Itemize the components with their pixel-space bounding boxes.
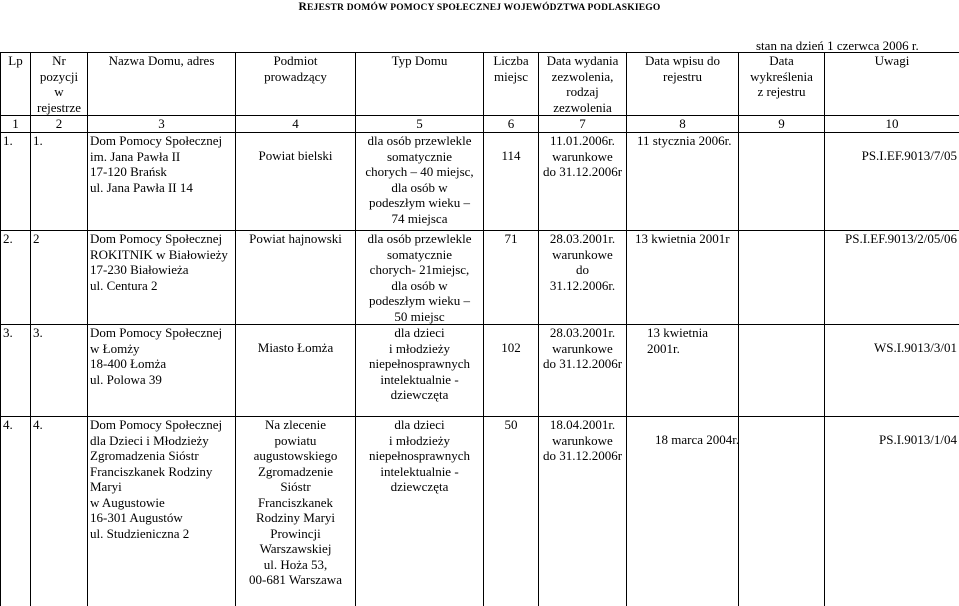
text-line: dla osób przewlekle	[358, 231, 481, 247]
text-line: rejestrze	[33, 100, 85, 116]
text-line: 17-230 Białowieża	[90, 262, 233, 278]
col-number: 9	[739, 116, 825, 133]
text-line: niepełnosprawnych	[358, 356, 481, 372]
text-line: 2001r.	[647, 341, 736, 357]
text-line: intelektualnie -	[358, 372, 481, 388]
text-line: ROKITNIK w Białowieży	[90, 247, 233, 263]
cell-uwagi: PS.I.9013/1/04	[825, 417, 959, 606]
table-row	[1, 325, 959, 417]
text-line: 31.12.2006r.	[541, 278, 624, 294]
text-line: powiatu	[238, 433, 353, 449]
text-line: podeszłym wieku –	[358, 293, 481, 309]
cell-data-wykreslenia	[739, 133, 825, 231]
cell-uwagi: PS.I.EF.9013/2/05/06	[825, 231, 959, 325]
text-line: Nr	[33, 53, 85, 69]
cell-typ	[356, 325, 484, 417]
cell-lp: 2.	[1, 231, 31, 325]
cell-data-wydania	[539, 417, 627, 606]
cell-podmiot	[236, 417, 356, 606]
status-date: stan na dzień 1 czerwca 2006 r.	[756, 38, 919, 53]
header-data-wykreslenia	[739, 53, 825, 116]
cell-uwagi: WS.I.9013/3/01	[825, 325, 959, 417]
col-number: 6	[484, 116, 539, 133]
text-line: ul. Polowa 39	[90, 372, 233, 388]
text-line: Prowincji	[238, 526, 353, 542]
cell-nazwa	[88, 231, 236, 325]
cell-nr: 4.	[31, 417, 88, 606]
text-line: 16-301 Augustów	[90, 510, 233, 526]
text-line: Powiat hajnowski	[238, 231, 353, 247]
header-lp: Lp	[1, 53, 31, 116]
text-line: ul. Jana Pawła II 14	[90, 180, 233, 196]
text-line: somatycznie	[358, 149, 481, 165]
cell-data-wykreslenia	[739, 325, 825, 417]
cell-lp: 4.	[1, 417, 31, 606]
text-line: 17-120 Brańsk	[90, 164, 233, 180]
document-title	[0, 0, 959, 15]
text-line: miejsc	[486, 69, 536, 85]
text-line: 00-681 Warszawa	[238, 572, 353, 588]
text-line: w Łomży	[90, 341, 233, 357]
text-line: dla dzieci	[358, 417, 481, 433]
col-number: 1	[1, 116, 31, 133]
header-nazwa: Nazwa Domu, adres	[88, 53, 236, 116]
cell-data-wykreslenia	[739, 231, 825, 325]
col-number: 4	[236, 116, 356, 133]
text-line: w Augustowie	[90, 495, 233, 511]
text-line: ul. Studzieniczna 2	[90, 526, 233, 542]
text-line: Na zlecenie	[238, 417, 353, 433]
text-line: chorych- 21miejsc,	[358, 262, 481, 278]
text-line: dla osób w	[358, 180, 481, 196]
text-line: ul. Centura 2	[90, 278, 233, 294]
text-line: do 31.12.2006r	[541, 164, 624, 180]
cell-data-wpisu	[627, 325, 739, 417]
text-line: dla dzieci	[358, 325, 481, 341]
cell-uwagi: PS.I.EF.9013/7/05	[825, 133, 959, 231]
header-data-wydania	[539, 53, 627, 116]
text-line: 28.03.2001r.	[541, 231, 624, 247]
cell-data-wpisu	[627, 231, 739, 325]
header-uwagi: Uwagi	[825, 53, 959, 116]
cell-nazwa	[88, 417, 236, 606]
text-line: 11 stycznia 2006r.	[637, 133, 736, 149]
text-line: Data wydania	[541, 53, 624, 69]
text-line: dziewczęta	[358, 479, 481, 495]
text-line: Dom Pomocy Społecznej	[90, 133, 233, 149]
cell-typ	[356, 231, 484, 325]
text-line: Franciszkanek	[238, 495, 353, 511]
column-number-row	[1, 116, 959, 133]
text-line: wykreślenia	[741, 69, 822, 85]
cell-data-wydania	[539, 133, 627, 231]
text-line: dla osób przewlekle	[358, 133, 481, 149]
cell-podmiot	[236, 325, 356, 417]
col-number: 10	[825, 116, 959, 133]
cell-nr: 1.	[31, 133, 88, 231]
cell-nr: 2	[31, 231, 88, 325]
cell-liczba: 71	[484, 231, 539, 325]
text-line: 28.03.2001r.	[541, 325, 624, 341]
title-initial: R	[299, 1, 308, 13]
text-line: Dom Pomocy Społecznej	[90, 325, 233, 341]
cell-data-wykreslenia	[739, 417, 825, 606]
header-row	[1, 53, 959, 116]
text-line: dziewczęta	[358, 387, 481, 403]
text-line: i młodzieży	[358, 341, 481, 357]
col-number: 2	[31, 116, 88, 133]
cell-data-wydania	[539, 231, 627, 325]
header-podmiot	[236, 53, 356, 116]
text-line: Powiat bielski	[238, 148, 353, 164]
text-line: z rejestru	[741, 84, 822, 100]
cell-podmiot	[236, 231, 356, 325]
text-line: 18 marca 2004r.	[655, 432, 736, 448]
cell-lp: 3.	[1, 325, 31, 417]
cell-nazwa	[88, 325, 236, 417]
col-number: 5	[356, 116, 484, 133]
col-number: 3	[88, 116, 236, 133]
cell-data-wpisu	[627, 133, 739, 231]
cell-lp: 1.	[1, 133, 31, 231]
text-line: rodzaj	[541, 84, 624, 100]
cell-data-wydania	[539, 325, 627, 417]
text-line: 74 miejsca	[358, 211, 481, 227]
text-line: warunkowe	[541, 341, 624, 357]
cell-typ	[356, 417, 484, 606]
register-table	[0, 52, 959, 606]
text-line: Maryi	[90, 479, 233, 495]
text-line: warunkowe	[541, 149, 624, 165]
text-line: warunkowe	[541, 433, 624, 449]
header-typ: Typ Domu	[356, 53, 484, 116]
text-line: dla Dzieci i Młodzieży	[90, 433, 233, 449]
text-line: 13 kwietnia 2001r	[635, 231, 736, 247]
text-line: do 31.12.2006r	[541, 356, 624, 372]
text-line: Data	[741, 53, 822, 69]
text-line: Franciszkanek Rodziny	[90, 464, 233, 480]
header-data-wpisu	[627, 53, 739, 116]
title-rest: EJESTR DOMÓW POMOCY SPOŁECZNEJ WOJEWÓDZTWA PODLASKIEGO	[307, 3, 660, 13]
text-line: niepełnosprawnych	[358, 448, 481, 464]
header-nr	[31, 53, 88, 116]
text-line: 18-400 Łomża	[90, 356, 233, 372]
cell-liczba: 50	[484, 417, 539, 606]
text-line: dla osób w	[358, 278, 481, 294]
cell-nazwa	[88, 133, 236, 231]
text-line: pozycji	[33, 69, 85, 85]
text-line: im. Jana Pawła II	[90, 149, 233, 165]
text-line: 50 miejsc	[358, 309, 481, 325]
text-line: intelektualnie -	[358, 464, 481, 480]
col-number: 7	[539, 116, 627, 133]
header-liczba	[484, 53, 539, 116]
text-line: zezwolenia	[541, 100, 624, 116]
table-row	[1, 133, 959, 231]
cell-liczba: 102	[484, 325, 539, 417]
table-row	[1, 417, 959, 606]
text-line: 11.01.2006r.	[541, 133, 624, 149]
text-line: Zgromadzenie	[238, 464, 353, 480]
cell-nr: 3.	[31, 325, 88, 417]
text-line: zezwolenia,	[541, 69, 624, 85]
text-line: warunkowe	[541, 247, 624, 263]
text-line: do	[541, 262, 624, 278]
text-line: i młodzieży	[358, 433, 481, 449]
text-line: Rodziny Maryi	[238, 510, 353, 526]
text-line: Liczba	[486, 53, 536, 69]
text-line: prowadzący	[238, 69, 353, 85]
text-line: rejestru	[629, 69, 736, 85]
text-line: Miasto Łomża	[238, 340, 353, 356]
text-line: augustowskiego	[238, 448, 353, 464]
text-line: Zgromadzenia Sióstr	[90, 448, 233, 464]
text-line: do 31.12.2006r	[541, 448, 624, 464]
cell-liczba: 114	[484, 133, 539, 231]
cell-data-wpisu	[627, 417, 739, 606]
text-line: 18.04.2001r.	[541, 417, 624, 433]
text-line: w	[33, 84, 85, 100]
text-line: Data wpisu do	[629, 53, 736, 69]
text-line: Sióstr	[238, 479, 353, 495]
text-line: Warszawskiej	[238, 541, 353, 557]
col-number: 8	[627, 116, 739, 133]
text-line: somatycznie	[358, 247, 481, 263]
table-row	[1, 231, 959, 325]
text-line: podeszłym wieku –	[358, 195, 481, 211]
text-line: Dom Pomocy Społecznej	[90, 417, 233, 433]
text-line: Dom Pomocy Społecznej	[90, 231, 233, 247]
text-line: 13 kwietnia	[647, 325, 736, 341]
text-line: chorych – 40 miejsc,	[358, 164, 481, 180]
cell-typ	[356, 133, 484, 231]
text-line: ul. Hoża 53,	[238, 557, 353, 573]
text-line: Podmiot	[238, 53, 353, 69]
cell-podmiot	[236, 133, 356, 231]
